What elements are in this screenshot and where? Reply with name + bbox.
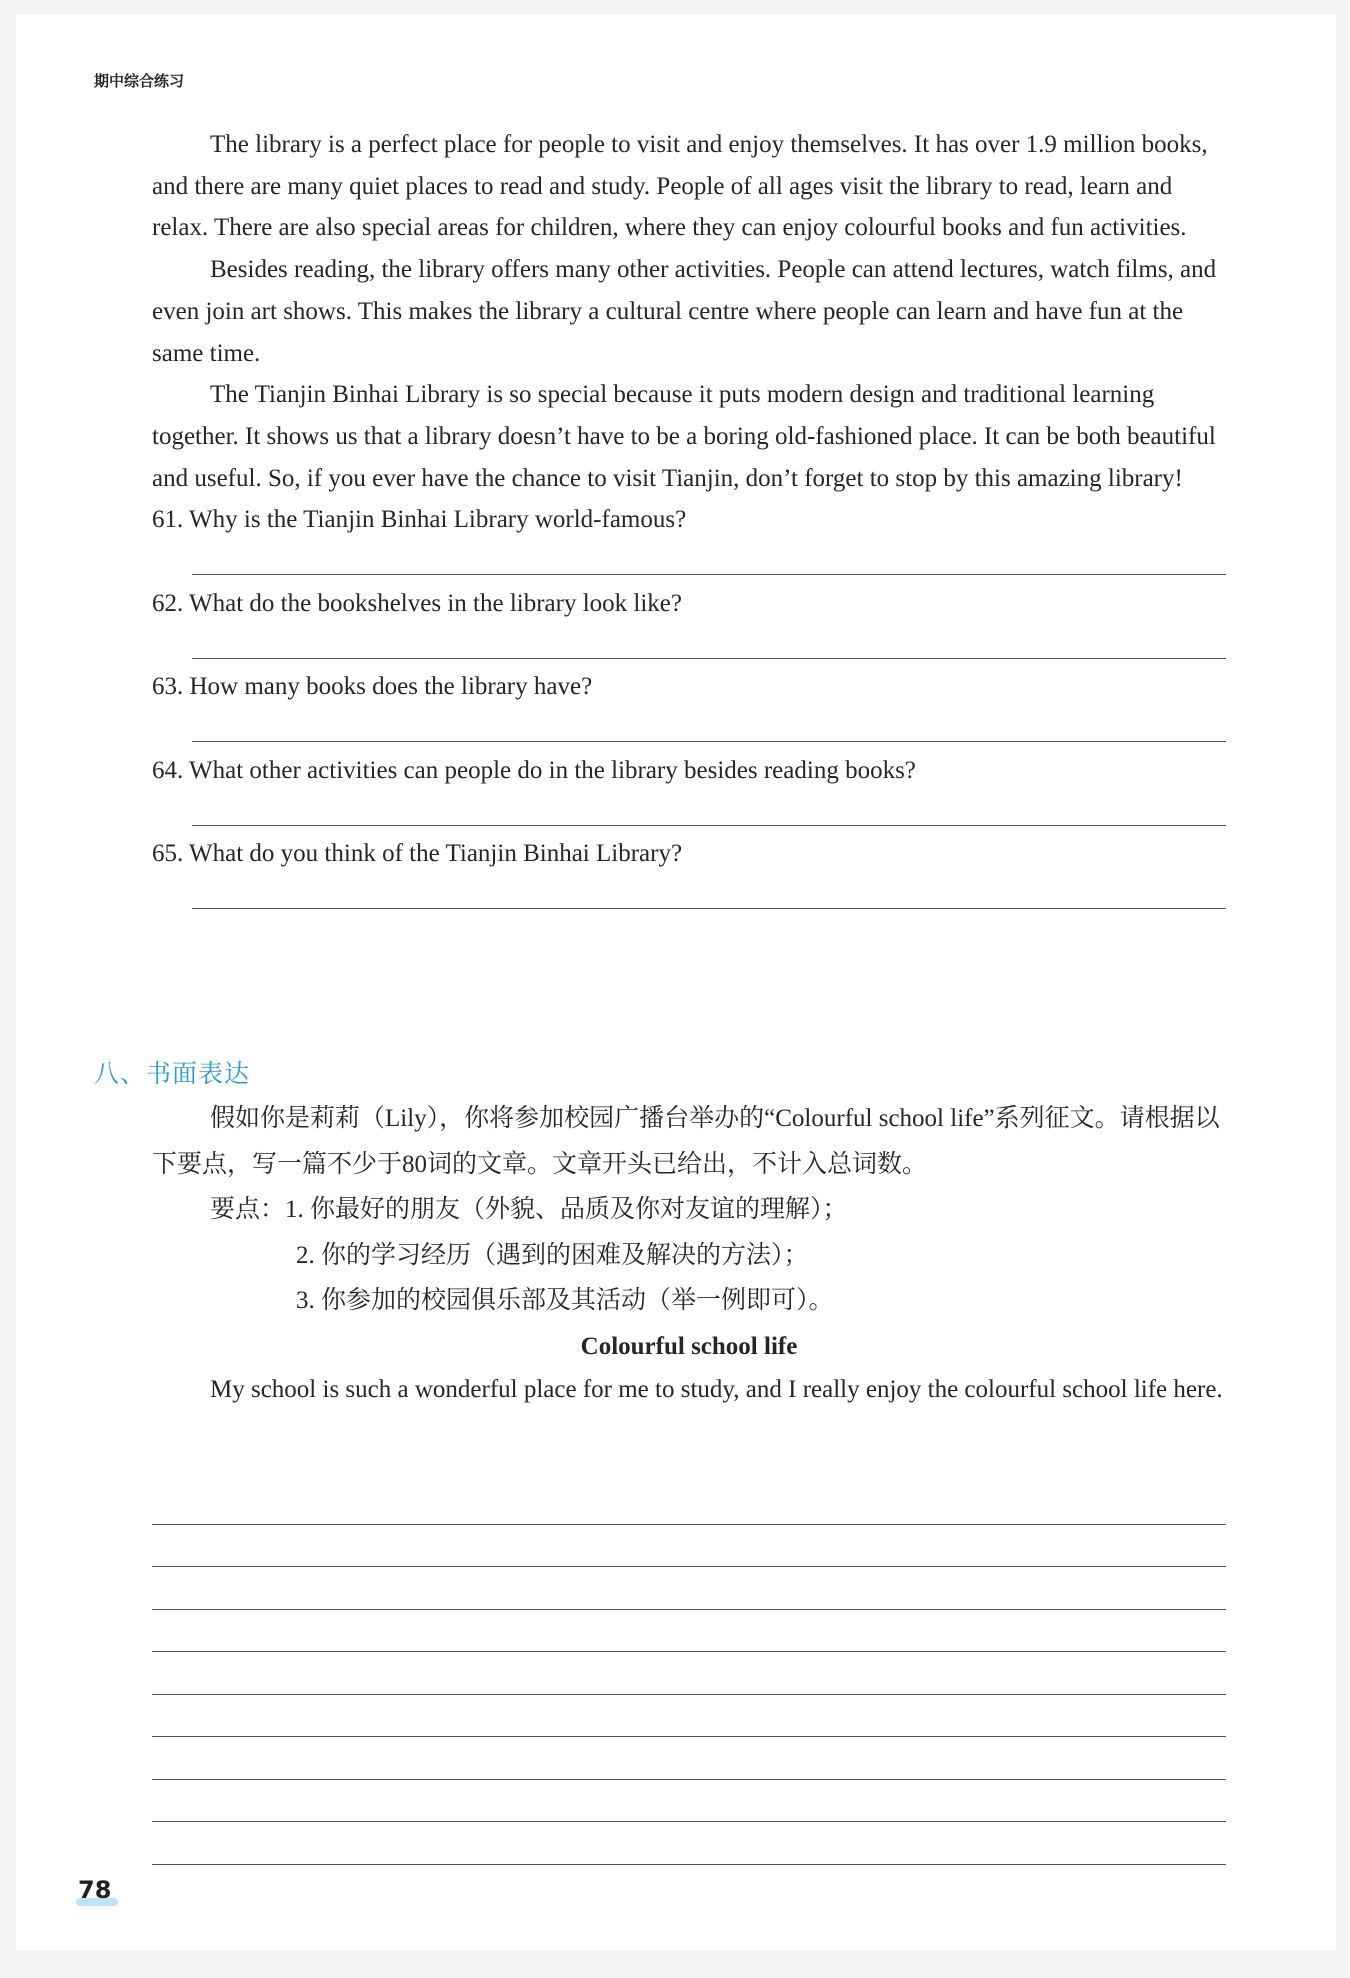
question-text: 62. What do the bookshelves in the library look like? — [152, 589, 682, 617]
writing-instructions: 假如你是莉莉（Lily），你将参加校园广播台举办的“Colourful school life”系列征文。请根据以下要点，写一篇不少于80词的文章。文章开头已给出，不计入总词数。 — [152, 1105, 1220, 1178]
writing-point: 2. 你的学习经历（遇到的困难及解决的方法）； — [296, 1241, 809, 1269]
writing-line[interactable] — [152, 1567, 1226, 1610]
passage-paragraph: The Tianjin Binhai Library is so special because it puts modern design and traditional learning together. It shows us that a library doesn’t have to be a boring old-fashioned place. It can be both beautiful and useful. So, if you ever have the chance to visit Tianjin, don’t forget to stop by this amazing library! — [152, 381, 1216, 492]
question-text: 64. What other activities can people do in the library besides reading books? — [152, 756, 916, 784]
question-61 — [152, 499, 1226, 583]
writing-line[interactable] — [152, 1822, 1226, 1865]
answer-line[interactable] — [192, 908, 1226, 909]
question-62 — [152, 583, 1226, 667]
question-64 — [152, 750, 1226, 834]
writing-line[interactable] — [152, 1737, 1226, 1780]
question-65 — [152, 833, 1226, 917]
reading-passage — [152, 124, 1226, 917]
answer-line[interactable] — [192, 741, 1226, 742]
writing-line[interactable] — [152, 1525, 1226, 1568]
section-title: 八、书面表达 — [94, 1059, 251, 1088]
passage-paragraph: Besides reading, the library offers many other activities. People can attend lectures, watch films, and even join art shows. This makes the library a cultural centre where people can learn and have fun at the same time. — [152, 256, 1217, 367]
writing-point: 3. 你参加的校园俱乐部及其活动（举一例即可）。 — [296, 1287, 834, 1314]
page-header: 期中综合练习 — [94, 72, 185, 90]
writing-line[interactable] — [152, 1780, 1226, 1823]
passage-paragraph: The library is a perfect place for people to visit and enjoy themselves. It has over 1.9 million books, and there are many quiet places to read and study. People of all ages visit the library to read, learn and relax. There are also special areas for children, where they can enjoy colourful books and fun activities. — [152, 131, 1208, 242]
question-text: 65. What do you think of the Tianjin Binhai Library? — [152, 840, 683, 868]
question-63 — [152, 666, 1226, 750]
essay-title: Colourful school life — [580, 1332, 798, 1360]
essay-opening: My school is such a wonderful place for me to study, and I really enjoy the colourful school life here. — [210, 1376, 1223, 1403]
page-number: 78 — [78, 1876, 112, 1904]
writing-line[interactable] — [152, 1482, 1226, 1525]
answer-line[interactable] — [192, 574, 1226, 575]
writing-point: 要点：1. 你最好的朋友（外貌、品质及你对友谊的理解）； — [210, 1196, 848, 1223]
question-text: 63. How many books does the library have? — [152, 673, 593, 701]
writing-line[interactable] — [152, 1695, 1226, 1738]
question-text: 61. Why is the Tianjin Binhai Library world-famous? — [152, 506, 687, 534]
writing-lines — [152, 1482, 1226, 1865]
writing-task — [152, 1096, 1226, 1411]
writing-line[interactable] — [152, 1610, 1226, 1653]
answer-line[interactable] — [192, 825, 1226, 826]
answer-line[interactable] — [192, 658, 1226, 659]
worksheet-page — [16, 14, 1336, 1950]
writing-line[interactable] — [152, 1652, 1226, 1695]
